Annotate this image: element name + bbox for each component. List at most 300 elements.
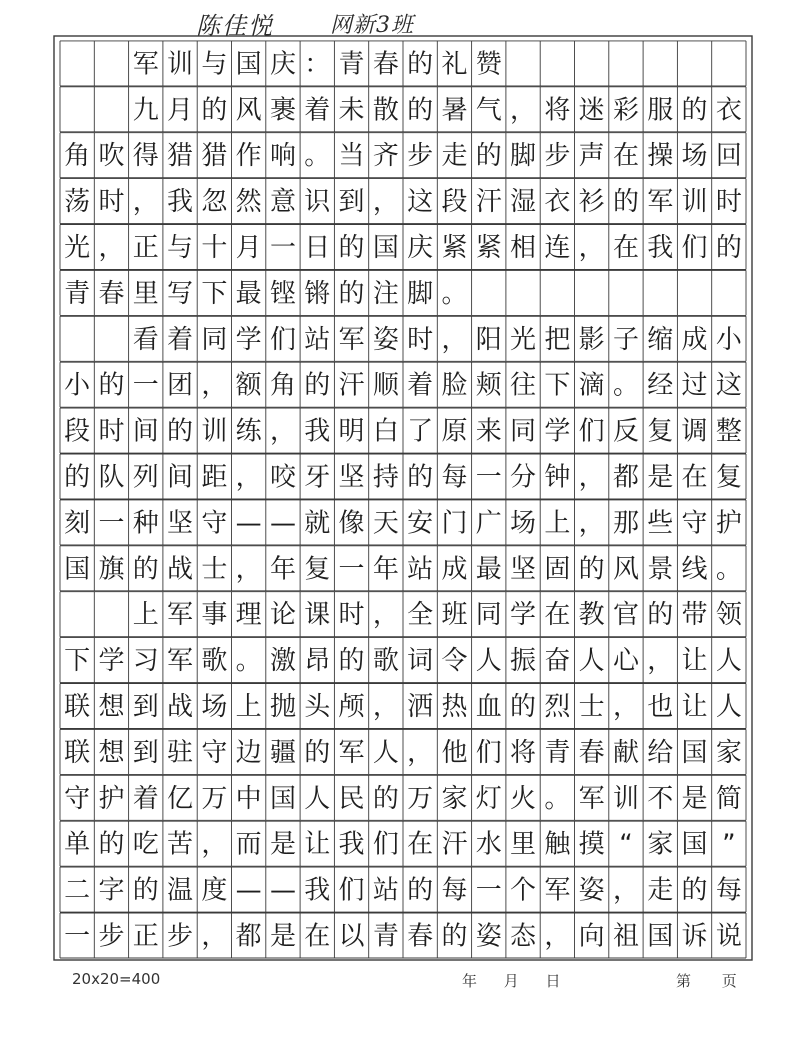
handwritten-char: 正 [132,921,159,952]
handwritten-char: 的 [681,95,708,126]
handwritten-char: ， [544,921,571,952]
handwritten-char: 课 [304,600,331,631]
handwritten-char: 人 [715,692,742,722]
handwritten-char: ， [578,508,605,539]
handwritten-char: 。 [715,554,742,585]
handwritten-char: 忽 [201,187,228,218]
handwritten-char: ， [578,462,605,493]
handwritten-char: 水 [475,829,502,860]
handwritten-char: 锵 [304,278,331,309]
handwritten-char: 理 [235,600,262,631]
handwritten-char: 颊 [475,370,502,401]
handwritten-char: ， [372,692,399,722]
handwritten-char: 国 [681,737,708,768]
handwritten-char: 家 [647,829,674,860]
handwritten-char: 时 [407,324,434,355]
handwritten-char: 的 [407,462,434,493]
handwritten-char: 国 [681,829,708,860]
handwritten-char: 我 [647,233,674,263]
handwritten-char: 的 [441,921,468,952]
handwritten-char: 响 [269,141,296,172]
handwritten-char: 人 [715,646,742,677]
handwritten-char: 的 [338,646,365,677]
grid-row [60,684,746,729]
handwritten-char: 军 [544,875,571,906]
handwritten-char: 些 [647,508,674,539]
handwritten-char: 一 [269,233,296,263]
handwritten-char: 的 [407,875,434,906]
handwritten-char: 春 [407,921,434,952]
handwritten-char: 态 [510,921,537,952]
handwritten-char: ， [98,233,125,263]
handwritten-char: 守 [681,508,708,539]
handwritten-char: 散 [372,95,399,126]
handwritten-char: 意 [269,187,296,218]
handwritten-char: 里 [132,278,159,309]
handwritten-char: 度 [201,875,228,906]
handwritten-char: 简 [715,783,742,814]
handwritten-char: 战 [167,554,194,585]
handwritten-char: 姿 [475,921,502,952]
handwritten-char: 时 [98,187,125,218]
grid-row [60,775,746,820]
handwritten-char: 热 [441,692,468,722]
handwritten-char: 守 [201,508,228,539]
handwritten-char: 灯 [475,783,502,814]
handwritten-char: 站 [304,324,331,355]
handwritten-char: 我 [304,875,331,906]
handwritten-char: 将 [510,737,537,768]
handwritten-char: 广 [475,508,502,539]
handwritten-char: 训 [201,416,228,447]
handwritten-char: 衣 [715,95,742,126]
handwritten-char: 在 [612,141,639,172]
handwritten-char: 缩 [647,324,674,355]
handwritten-char: 领 [715,600,742,631]
handwritten-char: ， [441,324,468,355]
handwritten-char: 衫 [578,187,605,218]
grid-size-label: 20x20=400 [72,970,161,988]
handwritten-char: 脸 [441,370,468,401]
handwritten-char: ： [304,49,331,80]
handwritten-char: 在 [407,829,434,860]
handwritten-char: 一 [132,370,159,401]
handwritten-char: 将 [544,95,571,126]
handwritten-char: 像 [338,508,365,539]
handwritten-char: 军 [647,187,674,218]
handwritten-char: 亿 [167,783,194,814]
handwritten-char: 守 [201,737,228,768]
handwritten-char: 抛 [269,692,296,722]
handwritten-char: 在 [544,600,571,631]
handwritten-char: 猎 [167,141,194,172]
handwritten-char: 带 [681,600,708,631]
handwritten-char: 步 [407,141,434,172]
handwritten-char: 的 [338,233,365,263]
handwritten-char: 影 [578,324,605,355]
handwritten-char: 国 [372,233,399,263]
handwritten-char: ， [372,600,399,631]
grid-row [60,546,746,591]
handwritten-char: 与 [201,49,228,80]
handwritten-char: 的 [715,233,742,263]
handwritten-char: 旗 [98,554,125,585]
handwritten-char: 歌 [201,646,228,677]
handwritten-char: 心 [612,646,639,677]
handwritten-char: 原 [441,416,468,447]
handwritten-char: 万 [407,783,434,814]
handwritten-char: 不 [647,783,674,814]
handwritten-char: 场 [681,141,708,172]
handwritten-char: 声 [578,141,605,172]
handwritten-char: 角 [64,141,91,172]
handwritten-char: 战 [167,692,194,722]
handwritten-char: 诉 [681,921,708,952]
handwritten-char: 激 [269,646,296,677]
handwritten-char: 复 [647,416,674,447]
handwritten-char: 气 [475,95,502,126]
handwritten-char: 。 [544,783,571,814]
handwritten-char: 青 [338,49,365,80]
handwritten-char: ” [722,829,736,860]
handwritten-char: 一 [338,554,365,585]
handwritten-char: 训 [612,783,639,814]
handwritten-char: 荡 [64,187,91,218]
handwritten-char: 明 [338,416,365,447]
handwritten-char: 把 [544,324,571,355]
handwritten-char: 当 [338,141,365,172]
handwritten-char: 的 [98,370,125,401]
handwritten-char: 咬 [269,462,296,493]
handwritten-char: 连 [544,233,571,263]
handwritten-char: 最 [475,554,502,585]
handwritten-char: 的 [681,875,708,906]
handwritten-char: 说 [715,921,742,952]
handwritten-char: 紧 [475,233,502,263]
handwritten-char: 站 [407,554,434,585]
handwritten-char: 们 [269,324,296,355]
handwritten-char: 的 [64,462,91,493]
handwritten-char: 服 [647,95,674,126]
handwritten-char: 让 [681,646,708,677]
handwritten-char: 到 [132,692,159,722]
handwritten-char: 想 [98,692,125,722]
handwritten-char: 。 [304,141,331,172]
handwritten-char: 中 [235,783,262,814]
handwritten-char: 走 [441,141,468,172]
author-name: 陈佳悦 [196,12,274,40]
handwritten-char: 疆 [269,737,296,768]
handwritten-char: ， [578,233,605,263]
handwritten-char: 教 [578,600,605,631]
handwritten-char: 到 [132,737,159,768]
handwritten-char: 在 [304,921,331,952]
handwritten-char: 我 [338,829,365,860]
handwritten-char: 就 [304,508,331,539]
handwritten-char: 复 [715,462,742,493]
handwritten-char: 歌 [372,646,399,677]
handwritten-char: 与 [167,233,194,263]
handwritten-char: 间 [167,462,194,493]
handwritten-char: 家 [441,783,468,814]
handwritten-char: 练 [235,416,262,447]
handwritten-char: 我 [304,416,331,447]
handwritten-char: 人 [372,737,399,768]
handwritten-char: 坚 [338,462,365,493]
handwritten-char: 春 [98,278,125,309]
handwritten-char: 齐 [372,141,399,172]
handwritten-char: ， [372,187,399,218]
handwritten-char: 以 [338,921,365,952]
handwritten-char: 在 [612,233,639,263]
handwritten-char: 训 [681,187,708,218]
grid-row [60,454,746,499]
handwritten-char: 裹 [269,95,296,126]
handwritten-char: 识 [304,187,331,218]
handwritten-char: ， [647,646,674,677]
grid-row [60,913,746,958]
handwritten-char: 庆 [269,49,296,80]
handwritten-char: 的 [132,875,159,906]
grid-row [60,87,746,132]
handwritten-char: 每 [715,875,742,906]
handwritten-char: 反 [612,416,639,447]
handwritten-char: 固 [544,554,571,585]
grid-row [60,867,746,912]
handwritten-char: 也 [647,692,674,722]
handwritten-char: 相 [510,233,537,263]
handwritten-char: 军 [578,783,605,814]
handwritten-char: ， [235,554,262,585]
handwritten-char: 看 [132,324,159,355]
handwritten-char: 一 [64,921,91,952]
handwritten-char: 往 [510,370,537,401]
handwritten-char: 振 [510,646,537,677]
handwritten-char: 昂 [304,646,331,677]
handwritten-char: 礼 [441,49,468,80]
handwritten-char: 的 [167,416,194,447]
handwritten-char: 里 [510,829,537,860]
handwritten-char: 上 [235,692,262,722]
handwritten-char: 着 [407,370,434,401]
handwritten-char: 温 [167,875,194,906]
handwritten-char: 阳 [475,324,502,355]
handwritten-char: 班 [441,600,468,631]
handwritten-char: 脚 [407,278,434,309]
handwritten-char: 过 [681,370,708,401]
handwritten-char: 在 [681,462,708,493]
handwritten-char: 距 [201,462,228,493]
handwritten-char: 上 [544,508,571,539]
handwritten-char: 复 [304,554,331,585]
handwritten-char: 汗 [475,187,502,218]
handwritten-char: 角 [269,370,296,401]
handwritten-char: 未 [338,95,365,126]
handwritten-char: 青 [544,737,571,768]
handwritten-char: 站 [372,875,399,906]
grid-row [60,638,746,683]
handwritten-char: 赞 [475,49,502,80]
handwritten-char: ， [201,370,228,401]
grid-row [60,500,746,545]
handwritten-char: 士 [201,554,228,585]
handwritten-char: 操 [647,141,674,172]
handwritten-char: 月 [167,95,194,126]
handwritten-char: 光 [64,233,91,263]
handwritten-char: 的 [98,829,125,860]
handwritten-char: 头 [304,692,331,722]
handwritten-char: 军 [167,646,194,677]
handwritten-char: 们 [681,233,708,263]
handwritten-char: 脚 [510,141,537,172]
handwritten-char: 衣 [544,187,571,218]
handwritten-char: 事 [201,600,228,631]
handwritten-char: 调 [681,416,708,447]
handwritten-char: 的 [407,95,434,126]
handwritten-char: ， [201,921,228,952]
handwritten-char: 青 [372,921,399,952]
handwritten-char: 间 [132,416,159,447]
handwritten-char: 暑 [441,95,468,126]
handwritten-char: 士 [578,692,605,722]
handwritten-char: 湿 [510,187,537,218]
handwritten-char: 的 [338,278,365,309]
handwritten-char: 官 [612,600,639,631]
handwritten-char: 牙 [304,462,331,493]
handwritten-char: 字 [98,875,125,906]
handwritten-char: — [235,508,262,539]
handwritten-char: ， [407,737,434,768]
handwritten-char: 下 [544,370,571,401]
handwritten-char: 汗 [338,370,365,401]
handwritten-char: 学 [98,646,125,677]
handwritten-char: 的 [510,692,537,722]
handwritten-char: 的 [201,95,228,126]
handwritten-char: 持 [372,462,399,493]
handwritten-char: 时 [338,600,365,631]
handwritten-char: 守 [64,783,91,814]
handwritten-char: 九 [132,95,159,126]
handwritten-char: 每 [441,875,468,906]
handwritten-char: 彩 [612,95,639,126]
handwritten-char: 是 [647,462,674,493]
handwritten-char: 们 [578,416,605,447]
handwritten-char: ， [201,829,228,860]
handwritten-char: 风 [235,95,262,126]
handwritten-char: 步 [98,921,125,952]
handwritten-char: 家 [715,737,742,768]
handwritten-char: 正 [132,233,159,263]
handwritten-char: 学 [510,600,537,631]
handwritten-char: 团 [167,370,194,401]
handwritten-char: — [269,508,296,539]
handwritten-char: 然 [235,187,262,218]
handwritten-char: 国 [269,783,296,814]
grid-row [60,41,746,86]
handwritten-char: 是 [681,783,708,814]
handwritten-char: 都 [235,921,262,952]
handwritten-char: 苦 [167,829,194,860]
handwritten-char: 摸 [578,829,605,860]
handwritten-char: 血 [475,692,502,722]
handwritten-char: 他 [441,737,468,768]
handwritten-char: 二 [64,875,91,906]
handwritten-char: ， [612,875,639,906]
handwritten-char: 烈 [544,692,571,722]
handwritten-char: 的 [304,370,331,401]
grid-row [60,225,746,270]
grid-row [60,362,746,407]
handwritten-char: 全 [407,600,434,631]
handwritten-char: 春 [578,737,605,768]
handwritten-char: 人 [578,646,605,677]
grid-row [60,729,746,774]
handwritten-char: 那 [612,508,639,539]
handwritten-char: 们 [338,875,365,906]
handwritten-char: 刻 [64,508,91,539]
handwritten-char: 段 [64,416,91,447]
handwritten-char: 春 [372,49,399,80]
handwritten-char: 上 [132,600,159,631]
handwritten-char: 成 [681,324,708,355]
handwritten-char: 的 [407,49,434,80]
handwritten-char: 汗 [441,829,468,860]
handwritten-char: 着 [167,324,194,355]
handwritten-char: 学 [544,416,571,447]
handwritten-char: 而 [235,829,262,860]
handwritten-char: 的 [475,141,502,172]
handwritten-char: 令 [441,646,468,677]
handwritten-char: 的 [372,783,399,814]
handwritten-char: 分 [510,462,537,493]
handwritten-char: 坚 [510,554,537,585]
handwritten-char: 作 [235,141,262,172]
handwritten-char: 同 [510,416,537,447]
handwritten-char: 们 [475,737,502,768]
grid-row [60,133,746,178]
handwritten-char: 额 [235,370,262,401]
handwritten-char: 吃 [132,829,159,860]
handwritten-char: 军 [167,600,194,631]
handwritten-char: 想 [98,737,125,768]
handwritten-char: 驻 [167,737,194,768]
handwritten-char: 注 [372,278,399,309]
handwritten-char: 论 [269,600,296,631]
handwritten-char: 小 [64,370,91,401]
grid-row [60,408,746,453]
handwritten-char: 走 [647,875,674,906]
handwritten-char: 一 [475,462,502,493]
handwritten-char: 国 [647,921,674,952]
handwritten-char: 的 [647,600,674,631]
grid-row [60,270,746,315]
handwritten-char: 天 [372,508,399,539]
handwritten-char: 步 [544,141,571,172]
handwritten-char: 洒 [407,692,434,722]
handwritten-char: ， [132,187,159,218]
handwritten-char: ， [510,95,537,126]
handwritten-char: 滴 [578,370,605,401]
handwritten-char: 祖 [612,921,639,952]
handwritten-char: 安 [407,508,434,539]
handwritten-char: 下 [201,278,228,309]
handwritten-char: 人 [475,646,502,677]
class-name: 网新3班 [330,13,414,38]
handwritten-char: 一 [98,508,125,539]
handwritten-char: 到 [338,187,365,218]
handwritten-char: 让 [304,829,331,860]
handwritten-char: 月 [235,233,262,263]
